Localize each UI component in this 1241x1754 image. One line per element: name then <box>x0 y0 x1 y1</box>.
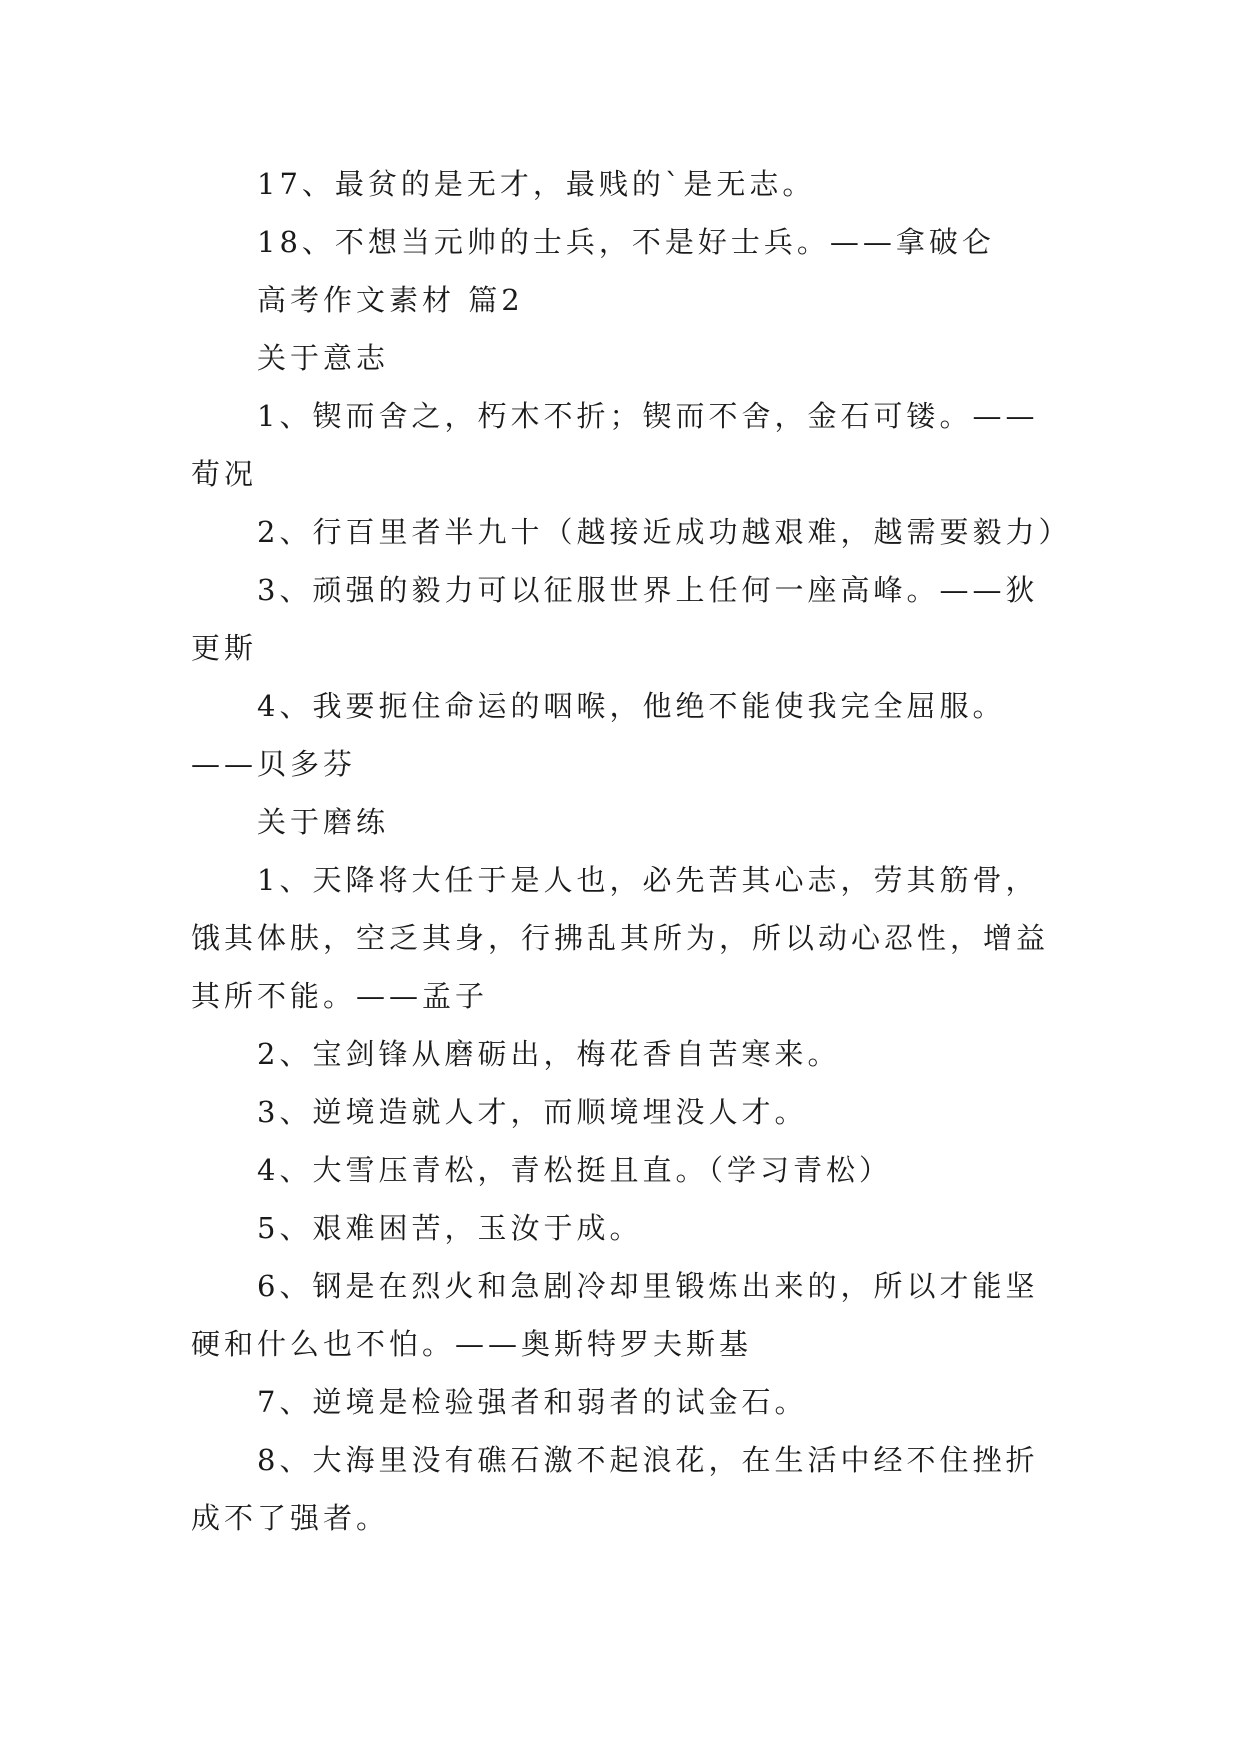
hardship-quote-7: 7、逆境是检验强者和弱者的试金石。 <box>257 1385 808 1419</box>
willpower-quote-2: 2、行百里者半九十（越接近成功越艰难，越需要毅力） <box>257 515 1072 549</box>
hardship-quote-8: 8、大海里没有礁石激不起浪花，在生活中经不住挫折成不了强者。 <box>191 1443 1039 1535</box>
hardship-quote-6: 6、钢是在烈火和急剧冷却里锻炼出来的，所以才能坚硬和什么也不怕。——奥斯特罗夫斯基 <box>191 1269 1039 1361</box>
quote-17: 17、最贫的是无才，最贱的`是无志。 <box>257 167 816 201</box>
willpower-quote-1: 1、锲而舍之，朽木不折；锲而不舍，金石可镂。——荀况 <box>191 399 1039 491</box>
willpower-quote-4: 4、我要扼住命运的咽喉，他绝不能使我完全屈服。——贝多芬 <box>191 689 1006 781</box>
section-heading-part-2: 高考作文素材 篇2 <box>257 283 524 317</box>
willpower-quote-3: 3、顽强的毅力可以征服世界上任何一座高峰。——狄更斯 <box>191 573 1039 665</box>
hardship-quote-1: 1、天降将大任于是人也，必先苦其心志，劳其筋骨，饿其体肤，空乏其身，行拂乱其所为，所以动心忍性，增益其所不能。——孟子 <box>191 863 1050 1013</box>
subheading-hardship: 关于磨练 <box>257 805 390 839</box>
quote-18: 18、不想当元帅的士兵，不是好士兵。——拿破仑 <box>257 225 995 259</box>
document-body <box>191 155 1072 1547</box>
hardship-quote-4: 4、大雪压青松，青松挺且直。（学习青松） <box>257 1153 892 1187</box>
hardship-quote-5: 5、艰难困苦，玉汝于成。 <box>257 1211 643 1245</box>
hardship-quote-2: 2、宝剑锋从磨砺出，梅花香自苦寒来。 <box>257 1037 841 1071</box>
subheading-willpower: 关于意志 <box>257 341 390 375</box>
hardship-quote-3: 3、逆境造就人才，而顺境埋没人才。 <box>257 1095 808 1129</box>
